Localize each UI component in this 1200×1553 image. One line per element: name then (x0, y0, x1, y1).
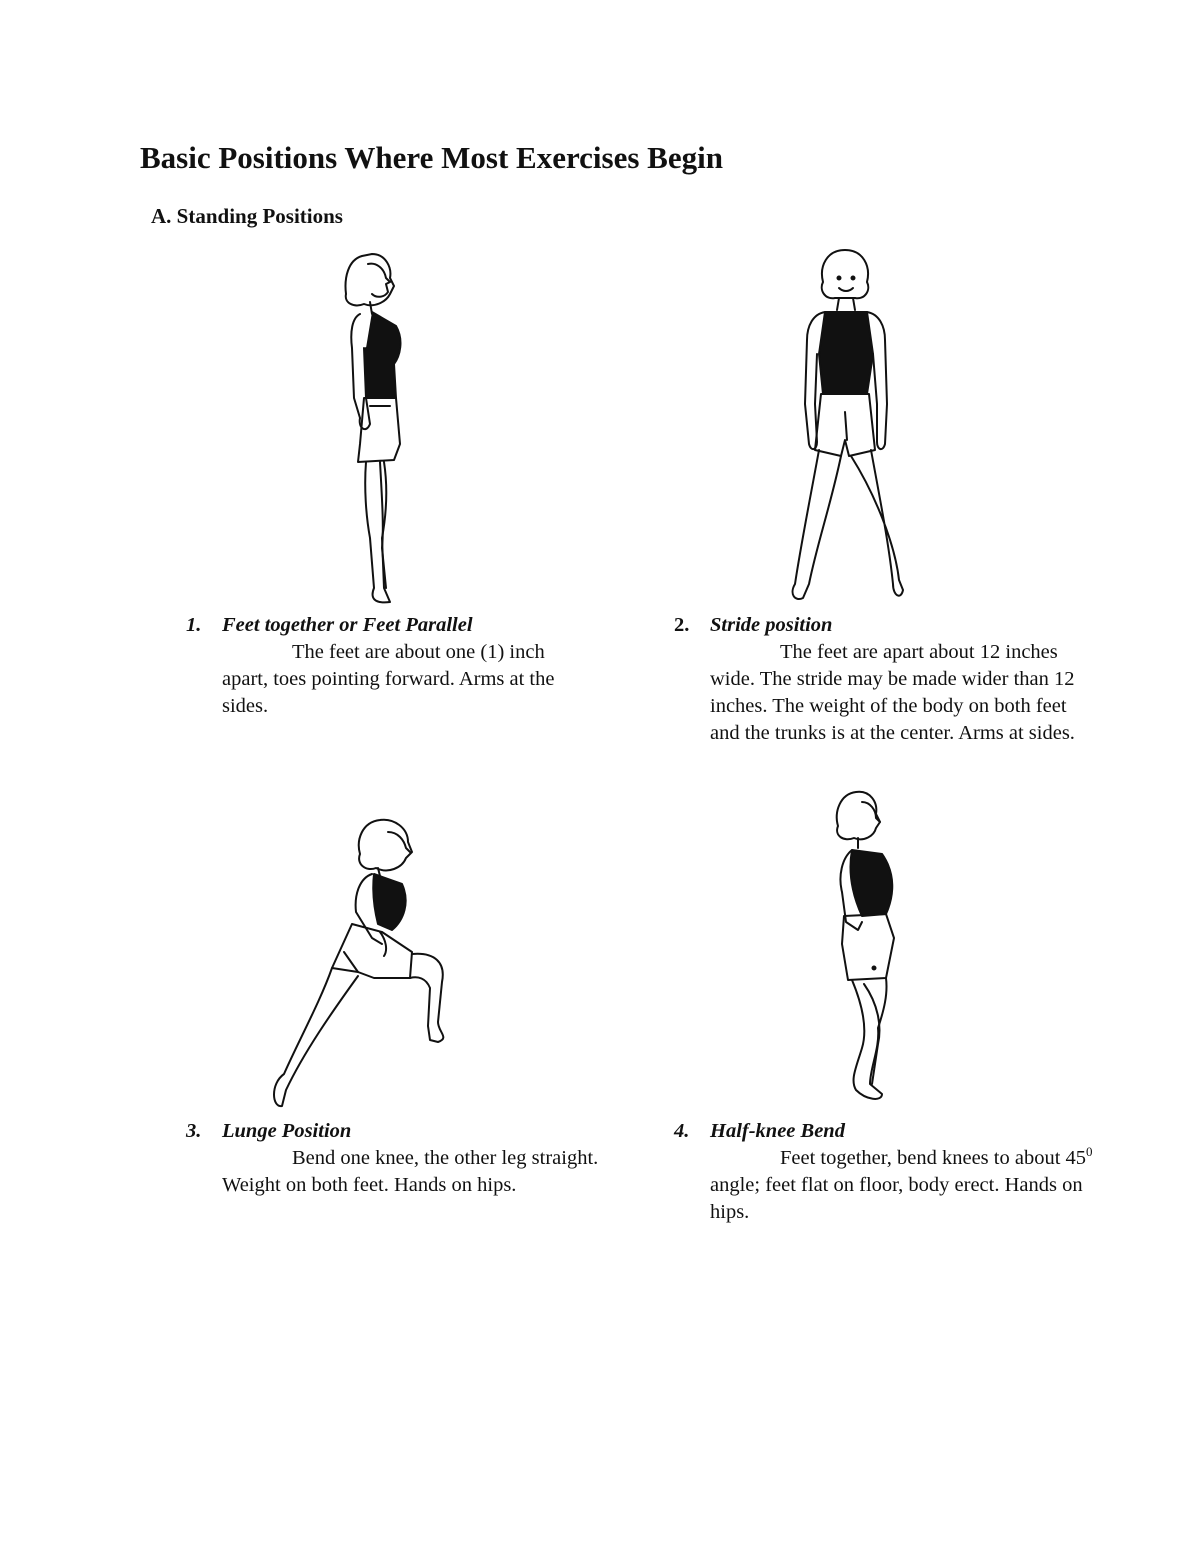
position-4-number: 4. (674, 1120, 690, 1142)
position-1-description: The feet are about one (1) inch apart, toes pointing forward. Arms at the sides. (222, 641, 555, 717)
position-3-caption (186, 1118, 602, 1199)
position-1-caption (186, 612, 592, 720)
figure-front-stride-illustration (775, 244, 915, 606)
section-heading: A. Standing Positions (151, 204, 343, 228)
position-4-heading: Half-knee Bend (710, 1120, 845, 1142)
position-2-number: 2. (674, 614, 690, 636)
position-2-description: The feet are apart about 12 inches wide. The stride may be made wider than 12 inches. The weight of the body on both feet and the trunks is at the center. Arms at sides. (710, 641, 1075, 744)
degree-superscript: 0 (1086, 1144, 1093, 1160)
position-4-description-part1: Feet together, bend knees to about 45 (780, 1147, 1087, 1169)
position-1-heading: Feet together or Feet Parallel (222, 614, 473, 636)
page-title: Basic Positions Where Most Exercises Begin (140, 140, 723, 175)
figure-side-standing-illustration (330, 248, 430, 608)
position-4-description (710, 1145, 1100, 1226)
position-4-description-part2: angle; feet flat on floor, body erect. Hands on hips. (710, 1174, 1083, 1223)
position-4-caption (674, 1118, 1100, 1226)
position-2-heading: Stride position (710, 614, 833, 636)
figure-lunge-illustration (262, 812, 462, 1116)
position-1-number: 1. (186, 614, 202, 636)
position-3-description: Bend one knee, the other leg straight. Weight on both feet. Hands on hips. (222, 1147, 599, 1196)
figure-half-knee-bend-illustration (822, 784, 922, 1106)
position-3-heading: Lunge Position (222, 1120, 352, 1142)
position-3-number: 3. (186, 1120, 202, 1142)
position-2-caption (674, 612, 1100, 747)
